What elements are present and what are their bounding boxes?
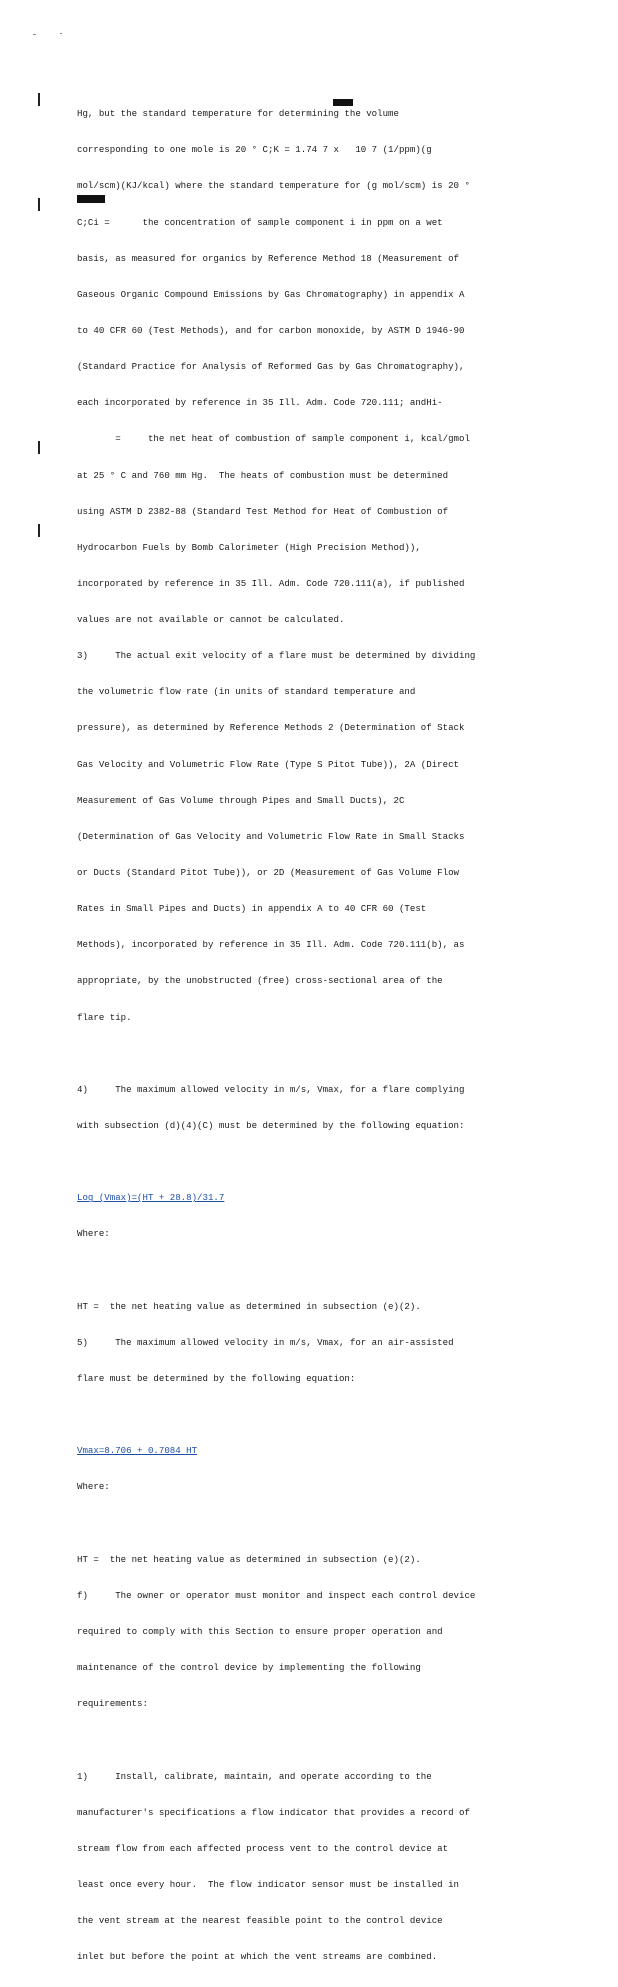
- text-line: required to comply with this Section to ensure proper operation and: [77, 1626, 443, 1637]
- text-line: Measurement of Gas Volume through Pipes and Small Ducts), 2C: [77, 794, 405, 806]
- text-line: incorporated by reference in 35 Ill. Adm. Code 720.111(a), if published: [77, 577, 465, 589]
- document-body: [77, 84, 597, 1987]
- text-line: least once every hour. The flow indicator sensor must be installed in: [77, 1878, 459, 1890]
- text-line: Where:: [77, 1228, 110, 1240]
- text-line: Hydrocarbon Fuels by Bomb Calorimeter (High Precision Method)),: [77, 541, 421, 553]
- text-line: maintenance of the control device by implementing the following: [77, 1662, 421, 1674]
- text-line: or Ducts (Standard Pitot Tube)), or 2D (Measurement of Gas Volume Flow: [77, 867, 459, 879]
- scan-mark: [60, 33, 62, 34]
- scan-mark: [33, 34, 36, 35]
- text-line: with subsection (d)(4)(C) must be determined by the following equation:: [77, 1120, 465, 1132]
- equation-link[interactable]: Log (Vmax)=(HT + 28.8)/31.7: [77, 1192, 225, 1204]
- text-line: (Standard Practice for Analysis of Reformed Gas by Gas Chromatography),: [77, 361, 465, 373]
- text-line: manufacturer's specifications a flow indicator that provides a record of: [77, 1806, 470, 1818]
- revision-bar: [38, 524, 40, 537]
- text-line: basis, as measured for organics by Reference Method 18 (Measurement of: [77, 252, 459, 264]
- text-line: to 40 CFR 60 (Test Methods), and for carbon monoxide, by ASTM D 1946-90: [77, 324, 465, 336]
- text-line: Rates in Small Pipes and Ducts) in appendix A to 40 CFR 60 (Test: [77, 903, 427, 915]
- text-line: appropriate, by the unobstructed (free) cross-sectional area of the: [77, 975, 443, 987]
- text-line: Gas Velocity and Volumetric Flow Rate (Type S Pitot Tube)), 2A (Direct: [77, 758, 459, 770]
- text-line: Where:: [77, 1481, 110, 1493]
- text-line: using ASTM D 2382-88 (Standard Test Method for Heat of Combustion of: [77, 505, 449, 517]
- revision-bar: [38, 198, 40, 211]
- text-line: requirements:: [77, 1698, 148, 1710]
- text-line: Gaseous Organic Compound Emissions by Gas Chromatography) in appendix A: [77, 288, 465, 300]
- text-line: at 25 ° C and 760 mm Hg. The heats of combustion must be determined: [77, 469, 449, 481]
- text-line: the vent stream at the nearest feasible point to the control device: [77, 1915, 443, 1927]
- equation-link[interactable]: Vmax=8.706 + 0.7084 HT: [77, 1445, 198, 1457]
- text-line: 3) The actual exit velocity of a flare must be determined by dividing: [77, 650, 476, 662]
- text-line: 4) The maximum allowed velocity in m/s, Vmax, for a flare complying: [77, 1083, 465, 1095]
- text-line: = the net heat of combustion of sample component i, kcal/gmol: [77, 433, 470, 445]
- text-line: Methods), incorporated by reference in 35 Ill. Adm. Code 720.111(b), as: [77, 939, 465, 951]
- revision-bar: [38, 441, 40, 454]
- text-line: HT = the net heating value as determined in subsection (e)(2).: [77, 1300, 421, 1312]
- text-line: pressure), as determined by Reference Methods 2 (Determination of Stack: [77, 722, 465, 734]
- text-line: stream flow from each affected process vent to the control device at: [77, 1842, 449, 1854]
- text-line: flare must be determined by the following equation:: [77, 1373, 356, 1385]
- revision-bar: [38, 93, 40, 106]
- text-line: each incorporated by reference in 35 Ill. Adm. Code 720.111; andHi-: [77, 397, 443, 409]
- text-line: the volumetric flow rate (in units of standard temperature and: [77, 686, 416, 698]
- text-line: HT = the net heating value as determined in subsection (e)(2).: [77, 1553, 421, 1565]
- text-line: 5) The maximum allowed velocity in m/s, Vmax, for an air-assisted: [77, 1336, 454, 1348]
- text-line: C;Ci = the concentration of sample component i in ppm on a wet: [77, 216, 443, 228]
- text-line: corresponding to one mole is 20 ° C;K = 1.74 7 x 10 7 (1/ppm)(g: [77, 144, 432, 156]
- text-line: f) The owner or operator must monitor and inspect each control device: [77, 1589, 476, 1601]
- text-line: flare tip.: [77, 1011, 132, 1023]
- text-line: Hg, but the standard temperature for determining the volume: [77, 108, 399, 120]
- text-line: 1) Install, calibrate, maintain, and operate according to the: [77, 1770, 432, 1782]
- text-line: (Determination of Gas Velocity and Volumetric Flow Rate in Small Stacks: [77, 830, 465, 842]
- text-line: inlet but before the point at which the vent streams are combined.: [77, 1951, 438, 1963]
- text-line: values are not available or cannot be calculated.: [77, 614, 345, 626]
- text-line: mol/scm)(KJ/kcal) where the standard temperature for (g mol/scm) is 20 °: [77, 180, 470, 192]
